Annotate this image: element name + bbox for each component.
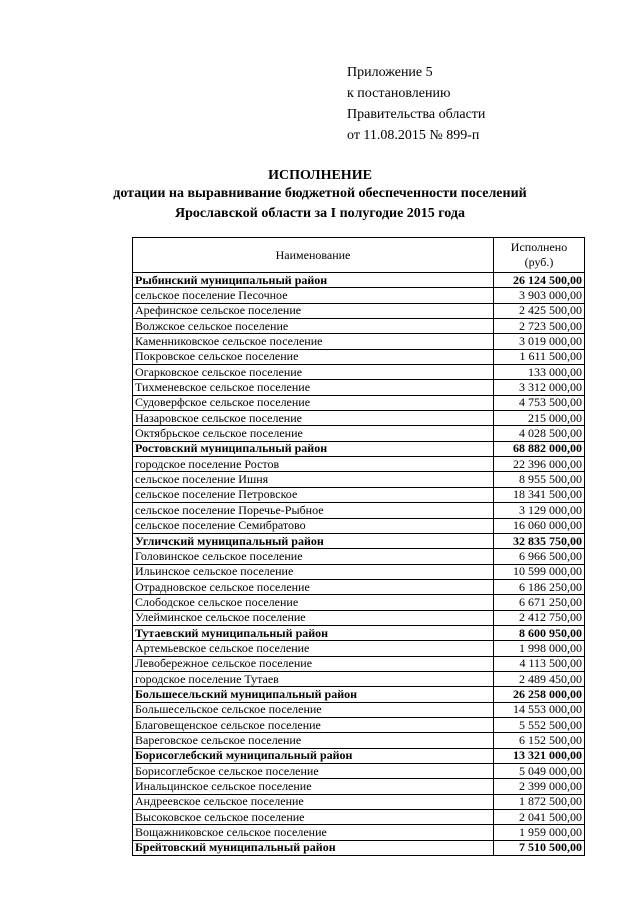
row-value: 14 553 000,00 — [494, 702, 585, 717]
table-row — [133, 288, 585, 303]
row-name: Борисоглебское сельское поселение — [133, 764, 494, 779]
subsidy-table — [132, 237, 585, 856]
row-value: 2 041 500,00 — [494, 810, 585, 825]
row-value: 1 872 500,00 — [494, 794, 585, 809]
table-row — [133, 319, 585, 334]
row-name: Ильинское сельское поселение — [133, 564, 494, 579]
table-row — [133, 349, 585, 364]
row-name: Инальцинское сельское поселение — [133, 779, 494, 794]
table-row — [133, 610, 585, 625]
row-value: 2 425 500,00 — [494, 303, 585, 318]
row-name: Покровское сельское поселение — [133, 349, 494, 364]
row-value: 68 882 000,00 — [494, 441, 585, 456]
row-value: 22 396 000,00 — [494, 457, 585, 472]
row-value: 2 723 500,00 — [494, 319, 585, 334]
row-name: Вощажниковское сельское поселение — [133, 825, 494, 840]
table-row — [133, 395, 585, 410]
document-subtitle-2: Ярославской области за I полугодие 2015 года — [175, 206, 465, 221]
header-value-line-1: Исполнено — [510, 240, 568, 254]
row-value: 6 186 250,00 — [494, 579, 585, 594]
district-row — [133, 441, 585, 456]
appendix-line-3: Правительства области — [347, 107, 486, 122]
row-name: Октябрьское сельское поселение — [133, 426, 494, 441]
appendix-line-1: Приложение 5 — [347, 65, 433, 80]
row-name: Рыбинский муниципальный район — [133, 273, 494, 288]
row-name: сельское поселение Песочное — [133, 288, 494, 303]
table-body — [133, 273, 585, 856]
row-value: 8 600 950,00 — [494, 625, 585, 640]
row-name: Высоковское сельское поселение — [133, 810, 494, 825]
row-value: 13 321 000,00 — [494, 748, 585, 763]
district-row — [133, 625, 585, 640]
table-row — [133, 656, 585, 671]
row-value: 26 258 000,00 — [494, 687, 585, 702]
row-value: 5 552 500,00 — [494, 717, 585, 732]
row-value: 6 966 500,00 — [494, 549, 585, 564]
table-row — [133, 365, 585, 380]
row-value: 2 489 450,00 — [494, 671, 585, 686]
row-name: сельское поселение Семибратово — [133, 518, 494, 533]
table-row — [133, 380, 585, 395]
row-value: 4 113 500,00 — [494, 656, 585, 671]
table-row — [133, 671, 585, 686]
table-row — [133, 303, 585, 318]
table-row — [133, 702, 585, 717]
row-value: 2 399 000,00 — [494, 779, 585, 794]
row-value: 1 959 000,00 — [494, 825, 585, 840]
table-row — [133, 810, 585, 825]
row-name: Арефинское сельское поселение — [133, 303, 494, 318]
row-value: 6 671 250,00 — [494, 595, 585, 610]
document-subtitle-1: дотации на выравнивание бюджетной обеспеченности поселений — [113, 186, 527, 201]
table-row — [133, 825, 585, 840]
table-row — [133, 564, 585, 579]
row-value: 133 000,00 — [494, 365, 585, 380]
row-value: 3 129 000,00 — [494, 503, 585, 518]
district-row — [133, 748, 585, 763]
row-value: 6 152 500,00 — [494, 733, 585, 748]
row-name: Благовещенское сельское поселение — [133, 717, 494, 732]
row-value: 3 312 000,00 — [494, 380, 585, 395]
appendix-line-2: к постановлению — [347, 86, 451, 101]
row-name: Борисоглебский муниципальный район — [133, 748, 494, 763]
row-value: 32 835 750,00 — [494, 533, 585, 548]
row-value: 4 753 500,00 — [494, 395, 585, 410]
row-name: Угличский муниципальный район — [133, 533, 494, 548]
district-row — [133, 533, 585, 548]
row-name: Тихменевское сельское поселение — [133, 380, 494, 395]
district-row — [133, 840, 585, 855]
row-name: Брейтовский муниципальный район — [133, 840, 494, 855]
table-row — [133, 457, 585, 472]
header-value-line-2: (руб.) — [524, 255, 554, 269]
table-row — [133, 733, 585, 748]
table-row — [133, 334, 585, 349]
table-row — [133, 487, 585, 502]
appendix-block — [347, 62, 485, 146]
row-value: 10 599 000,00 — [494, 564, 585, 579]
header-value — [494, 238, 585, 273]
table-row — [133, 779, 585, 794]
table-row — [133, 764, 585, 779]
table-row — [133, 794, 585, 809]
row-name: Большесельское сельское поселение — [133, 702, 494, 717]
row-value: 215 000,00 — [494, 411, 585, 426]
row-value: 18 341 500,00 — [494, 487, 585, 502]
row-name: Большесельский муниципальный район — [133, 687, 494, 702]
row-name: Слободское сельское поселение — [133, 595, 494, 610]
table-row — [133, 503, 585, 518]
document-title: ИСПОЛНЕНИЕ — [268, 168, 372, 183]
table-header-row — [133, 238, 585, 273]
row-name: городское поселение Тутаев — [133, 671, 494, 686]
appendix-line-4: от 11.08.2015 № 899-п — [347, 128, 480, 143]
row-value: 1 611 500,00 — [494, 349, 585, 364]
row-value: 4 028 500,00 — [494, 426, 585, 441]
table-row — [133, 641, 585, 656]
row-name: сельское поселение Петровское — [133, 487, 494, 502]
row-name: Огарковское сельское поселение — [133, 365, 494, 380]
row-value: 8 955 500,00 — [494, 472, 585, 487]
row-name: Волжское сельское поселение — [133, 319, 494, 334]
table-row — [133, 595, 585, 610]
table-row — [133, 472, 585, 487]
table-row — [133, 717, 585, 732]
row-name: Вареговское сельское поселение — [133, 733, 494, 748]
district-row — [133, 273, 585, 288]
table-row — [133, 426, 585, 441]
district-row — [133, 687, 585, 702]
row-name: Отрадновское сельское поселение — [133, 579, 494, 594]
row-name: Ростовский муниципальный район — [133, 441, 494, 456]
row-name: сельское поселение Поречье-Рыбное — [133, 503, 494, 518]
row-name: Головинское сельское поселение — [133, 549, 494, 564]
row-name: Андреевское сельское поселение — [133, 794, 494, 809]
row-name: Назаровское сельское поселение — [133, 411, 494, 426]
row-name: Артемьевское сельское поселение — [133, 641, 494, 656]
table-row — [133, 411, 585, 426]
row-value: 16 060 000,00 — [494, 518, 585, 533]
row-name: Левобережное сельское поселение — [133, 656, 494, 671]
row-value: 7 510 500,00 — [494, 840, 585, 855]
row-name: Каменниковское сельское поселение — [133, 334, 494, 349]
row-value: 2 412 750,00 — [494, 610, 585, 625]
row-name: Судоверфское сельское поселение — [133, 395, 494, 410]
row-value: 26 124 500,00 — [494, 273, 585, 288]
row-value: 3 019 000,00 — [494, 334, 585, 349]
table-row — [133, 518, 585, 533]
table-row — [133, 579, 585, 594]
row-name: Тутаевский муниципальный район — [133, 625, 494, 640]
header-name: Наименование — [133, 238, 494, 273]
row-name: сельское поселение Ишня — [133, 472, 494, 487]
row-name: Улейминское сельское поселение — [133, 610, 494, 625]
row-value: 3 903 000,00 — [494, 288, 585, 303]
row-value: 1 998 000,00 — [494, 641, 585, 656]
row-value: 5 049 000,00 — [494, 764, 585, 779]
table-row — [133, 549, 585, 564]
row-name: городское поселение Ростов — [133, 457, 494, 472]
